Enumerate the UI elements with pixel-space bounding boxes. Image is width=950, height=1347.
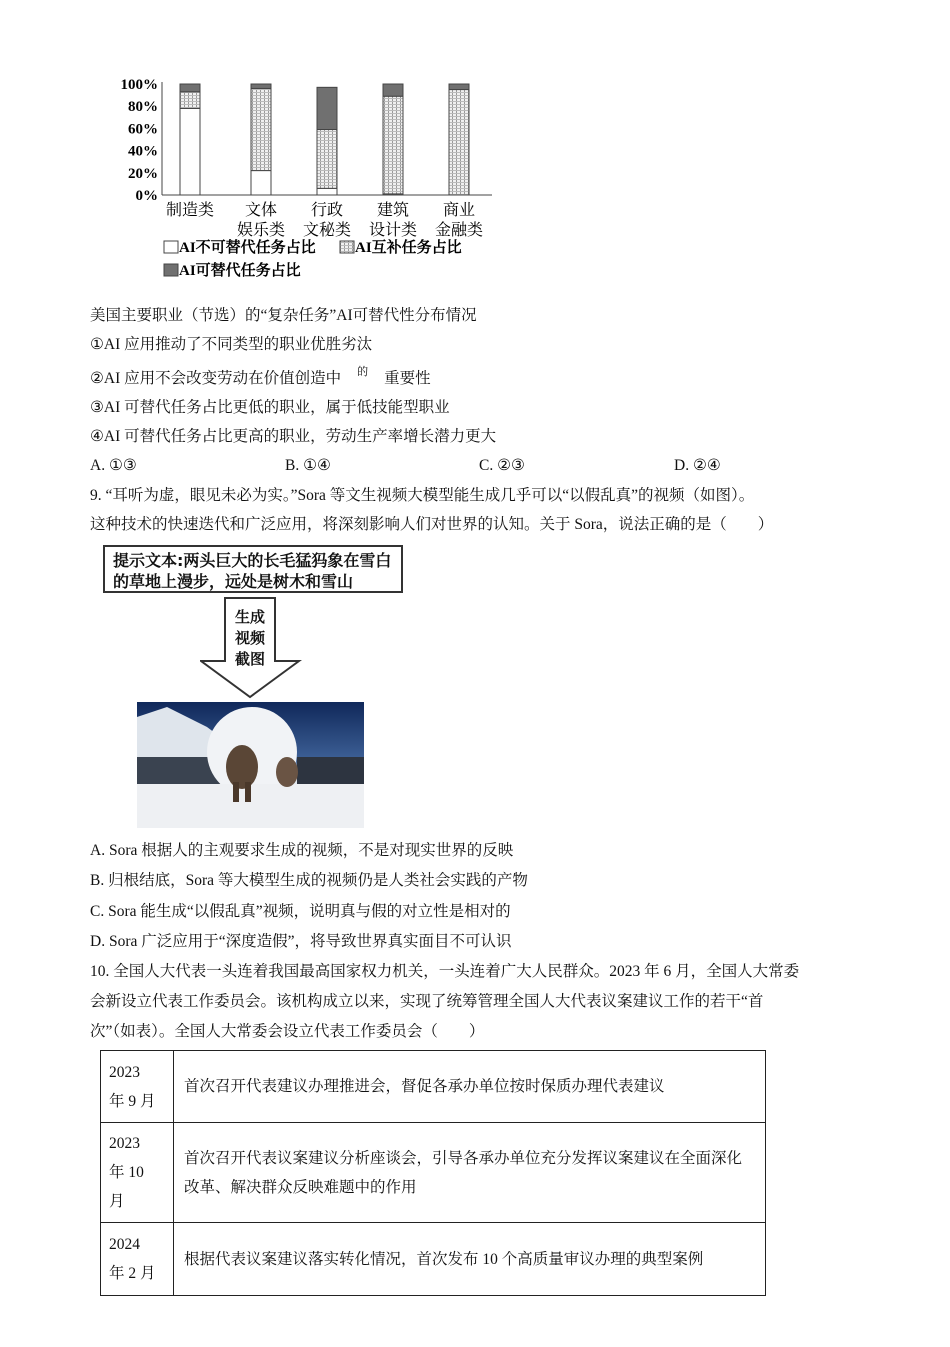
q9-option-d[interactable]: D. Sora 广泛应用于“深度造假”，将导致世界真实面目不可认识 bbox=[90, 933, 512, 950]
x-tick-label: 商业 bbox=[442, 202, 476, 219]
x-tick-label: 金融类 bbox=[434, 222, 484, 239]
y-tick-label: 60% bbox=[128, 121, 158, 138]
statement-4: ④AI 可替代任务占比更高的职业，劳动生产率增长潜力更大 bbox=[90, 428, 497, 445]
table-row bbox=[101, 1223, 766, 1296]
prompt-text-box: 提示文本:两头巨大的长毛猛犸象在雪白的草地上漫步，远处是树木和雪山 bbox=[103, 545, 403, 593]
bar-segment bbox=[317, 87, 337, 129]
arrow-label-line: 视频 bbox=[234, 629, 265, 647]
bar-segment bbox=[383, 96, 403, 194]
q9-stem-line2: 这种技术的快速迭代和广泛应用，将深刻影响人们对世界的认知。关于 Sora，说法正确的是（ ） bbox=[90, 516, 774, 533]
y-tick-label: 0% bbox=[135, 188, 158, 204]
statement-2-text: ②AI 应用不会改变劳动在价值创造中 bbox=[90, 370, 342, 387]
content-cell: 首次召开代表议案建议分析座谈会，引导各承办单位充分发挥议案建议在全面深化改革、解决群众反映难题中的作用 bbox=[174, 1123, 766, 1223]
legend-label: AI互补任务占比 bbox=[355, 240, 462, 256]
legend-label: AI可替代任务占比 bbox=[179, 263, 301, 279]
statement-2 bbox=[90, 366, 431, 390]
legend-label: AI不可替代任务占比 bbox=[179, 240, 316, 256]
q9-option-a[interactable]: A. Sora 根据人的主观要求生成的视频，不是对现实世界的反映 bbox=[90, 842, 514, 859]
y-tick-label: 40% bbox=[128, 143, 158, 160]
x-tick-label: 设计类 bbox=[368, 222, 418, 239]
q9-option-c[interactable]: C. Sora 能生成“以假乱真”视频，说明真与假的对立性是相对的 bbox=[90, 903, 511, 920]
table-row bbox=[101, 1051, 766, 1123]
bar-segment bbox=[449, 84, 469, 90]
legend-swatch bbox=[164, 264, 178, 276]
q9-stem-line1: 9. “耳听为虚，眼见未必为实。”Sora 等文生视频大模型能生成几乎可以“以假乱真”的视频（如图）。 bbox=[90, 487, 755, 504]
q8-option-b[interactable]: B. ①④ bbox=[285, 457, 331, 474]
legend-swatch bbox=[164, 241, 178, 253]
bar-segment bbox=[251, 171, 271, 195]
bar-segment bbox=[180, 92, 200, 109]
y-tick-label: 80% bbox=[128, 99, 158, 116]
statement-1: ①AI 应用推动了不同类型的职业优胜劣汰 bbox=[90, 336, 373, 353]
date-line: 年 10 bbox=[109, 1164, 144, 1181]
x-tick-label: 建筑 bbox=[376, 202, 410, 219]
x-tick-label: 制造类 bbox=[165, 202, 215, 219]
q9-option-b[interactable]: B. 归根结底，Sora 等大模型生成的视频仍是人类社会实践的产物 bbox=[90, 872, 528, 889]
statement-2-fragment: 的 bbox=[357, 366, 369, 378]
legend-swatch bbox=[340, 241, 354, 253]
bar-segment bbox=[251, 88, 271, 170]
bar-segment bbox=[251, 84, 271, 88]
q8-option-d[interactable]: D. ②④ bbox=[674, 457, 721, 474]
arrow-label-line: 生成 bbox=[234, 608, 265, 626]
content-cell: 根据代表议案建议落实转化情况，首次发布 10 个高质量审议办理的典型案例 bbox=[174, 1223, 766, 1296]
date-cell bbox=[101, 1123, 174, 1223]
date-line: 月 bbox=[109, 1193, 125, 1210]
x-tick-label: 文秘类 bbox=[302, 222, 352, 239]
date-line: 年 2 月 bbox=[109, 1265, 156, 1282]
q8-option-a[interactable]: A. ①③ bbox=[90, 457, 137, 474]
date-cell bbox=[101, 1223, 174, 1296]
bar-segment bbox=[449, 90, 469, 195]
mammoth-video-screenshot bbox=[137, 702, 364, 828]
bar-segment bbox=[180, 84, 200, 92]
bar-segment bbox=[317, 130, 337, 189]
q10-stem-line2: 会新设立代表工作委员会。该机构成立以来，实现了统筹管理全国人大代表议案建议工作的若干“首 bbox=[90, 993, 764, 1010]
q8-option-c[interactable]: C. ②③ bbox=[479, 457, 525, 474]
q10-stem-line1: 10. 全国人大代表一头连着我国最高国家权力机关，一头连着广大人民群众。2023 年 6 月，全国人大常委 bbox=[90, 963, 800, 980]
q10-stem-line3: 次”（如表）。全国人大常委会设立代表工作委员会（ ） bbox=[90, 1023, 485, 1040]
date-line: 年 9 月 bbox=[109, 1092, 156, 1110]
bar-segment bbox=[180, 108, 200, 195]
x-tick-label: 娱乐类 bbox=[236, 222, 286, 239]
statement-2-end: 重要性 bbox=[384, 370, 431, 387]
x-tick-label: 行政 bbox=[310, 202, 344, 219]
x-tick-label: 文体 bbox=[244, 202, 278, 219]
bar-segment bbox=[383, 84, 403, 96]
content-cell: 首次召开代表建议办理推进会，督促各承办单位按时保质办理代表建议 bbox=[174, 1051, 766, 1123]
y-tick-label: 100% bbox=[120, 77, 158, 93]
bar-segment bbox=[317, 188, 337, 195]
arrow-label-line: 截图 bbox=[234, 650, 265, 668]
date-line: 2023 bbox=[109, 1063, 140, 1081]
firsts-table bbox=[100, 1050, 766, 1296]
date-cell bbox=[101, 1051, 174, 1123]
table-row bbox=[101, 1123, 766, 1223]
arrow-label bbox=[228, 607, 272, 670]
chart-caption: 美国主要职业（节选）的“复杂任务”AI可替代性分布情况 bbox=[90, 307, 477, 324]
statement-3: ③AI 可替代任务占比更低的职业，属于低技能型职业 bbox=[90, 399, 450, 416]
date-line: 2024 bbox=[109, 1236, 140, 1253]
date-line: 2023 bbox=[109, 1135, 140, 1152]
y-tick-label: 20% bbox=[128, 165, 158, 182]
stacked-bar-chart bbox=[112, 62, 497, 290]
